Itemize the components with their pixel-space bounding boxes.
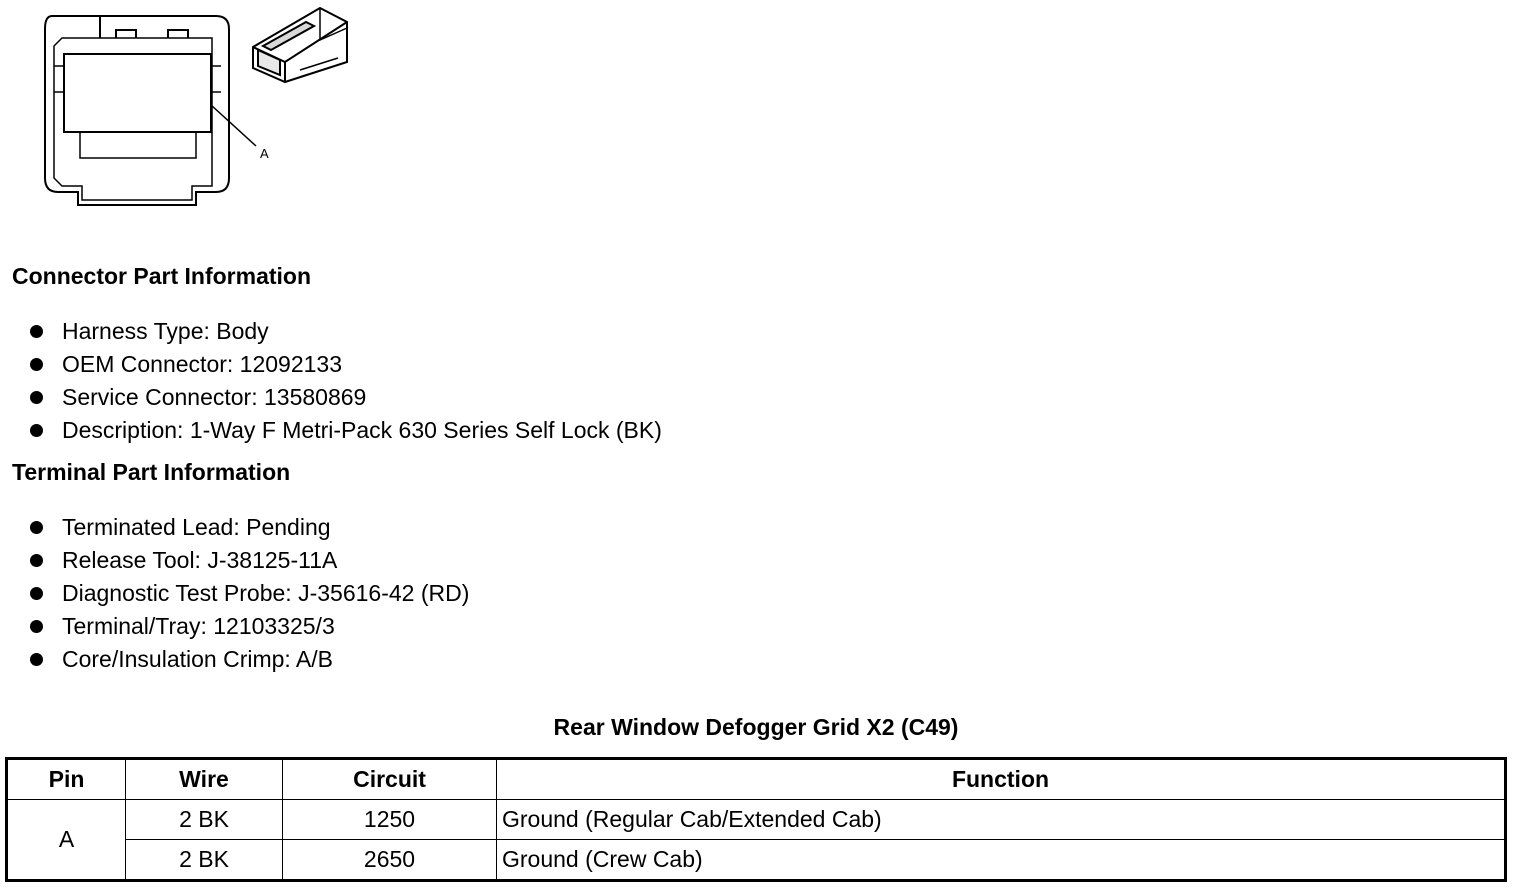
wire-cell: 2 BK	[126, 800, 283, 840]
list-item	[30, 544, 469, 577]
list-item-text: Harness Type: Body	[62, 318, 269, 344]
pin-table	[5, 757, 1507, 882]
function-cell: Ground (Crew Cab)	[497, 840, 1506, 881]
bullet-icon	[30, 391, 43, 404]
terminal-part-heading: Terminal Part Information	[12, 459, 291, 485]
list-item	[30, 348, 662, 381]
table-row	[7, 840, 1506, 881]
connector-isometric-icon	[253, 8, 347, 82]
bullet-icon	[30, 424, 43, 437]
connector-part-list	[30, 315, 662, 447]
list-item	[30, 577, 469, 610]
pin-table-title: Rear Window Defogger Grid X2 (C49)	[553, 714, 959, 740]
bullet-icon	[30, 325, 43, 338]
connector-diagram	[0, 0, 360, 215]
header-wire: Wire	[126, 759, 283, 800]
header-pin: Pin	[7, 759, 126, 800]
bullet-icon	[30, 587, 43, 600]
list-item-text: Release Tool: J-38125-11A	[62, 547, 338, 573]
list-item-text: Description: 1-Way F Metri-Pack 630 Series Self Lock (BK)	[62, 417, 662, 443]
header-function: Function	[497, 759, 1506, 800]
terminal-part-list	[30, 511, 469, 676]
list-item	[30, 511, 469, 544]
header-circuit: Circuit	[283, 759, 497, 800]
bullet-icon	[30, 358, 43, 371]
wire-cell: 2 BK	[126, 840, 283, 881]
list-item	[30, 610, 469, 643]
list-item-text: Terminated Lead: Pending	[62, 514, 331, 540]
bullet-icon	[30, 521, 43, 534]
connector-part-heading: Connector Part Information	[12, 263, 312, 289]
list-item	[30, 414, 662, 447]
table-header-row	[7, 759, 1506, 800]
list-item-text: Diagnostic Test Probe: J-35616-42 (RD)	[62, 580, 470, 606]
list-item-text: Core/Insulation Crimp: A/B	[62, 646, 334, 672]
table-row	[7, 800, 1506, 840]
bullet-icon	[30, 620, 43, 633]
list-item-text: OEM Connector: 12092133	[62, 351, 343, 377]
function-cell: Ground (Regular Cab/Extended Cab)	[497, 800, 1506, 840]
circuit-cell: 1250	[283, 800, 497, 840]
list-item	[30, 643, 469, 676]
circuit-cell: 2650	[283, 840, 497, 881]
list-item	[30, 315, 662, 348]
connector-face-drawing	[0, 0, 360, 215]
list-item-text: Service Connector: 13580869	[62, 384, 367, 410]
bullet-icon	[30, 653, 43, 666]
callout-label-a: A	[260, 146, 269, 161]
bullet-icon	[30, 554, 43, 567]
list-item	[30, 381, 662, 414]
list-item-text: Terminal/Tray: 12103325/3	[62, 613, 335, 639]
pin-cell: A	[7, 800, 126, 881]
